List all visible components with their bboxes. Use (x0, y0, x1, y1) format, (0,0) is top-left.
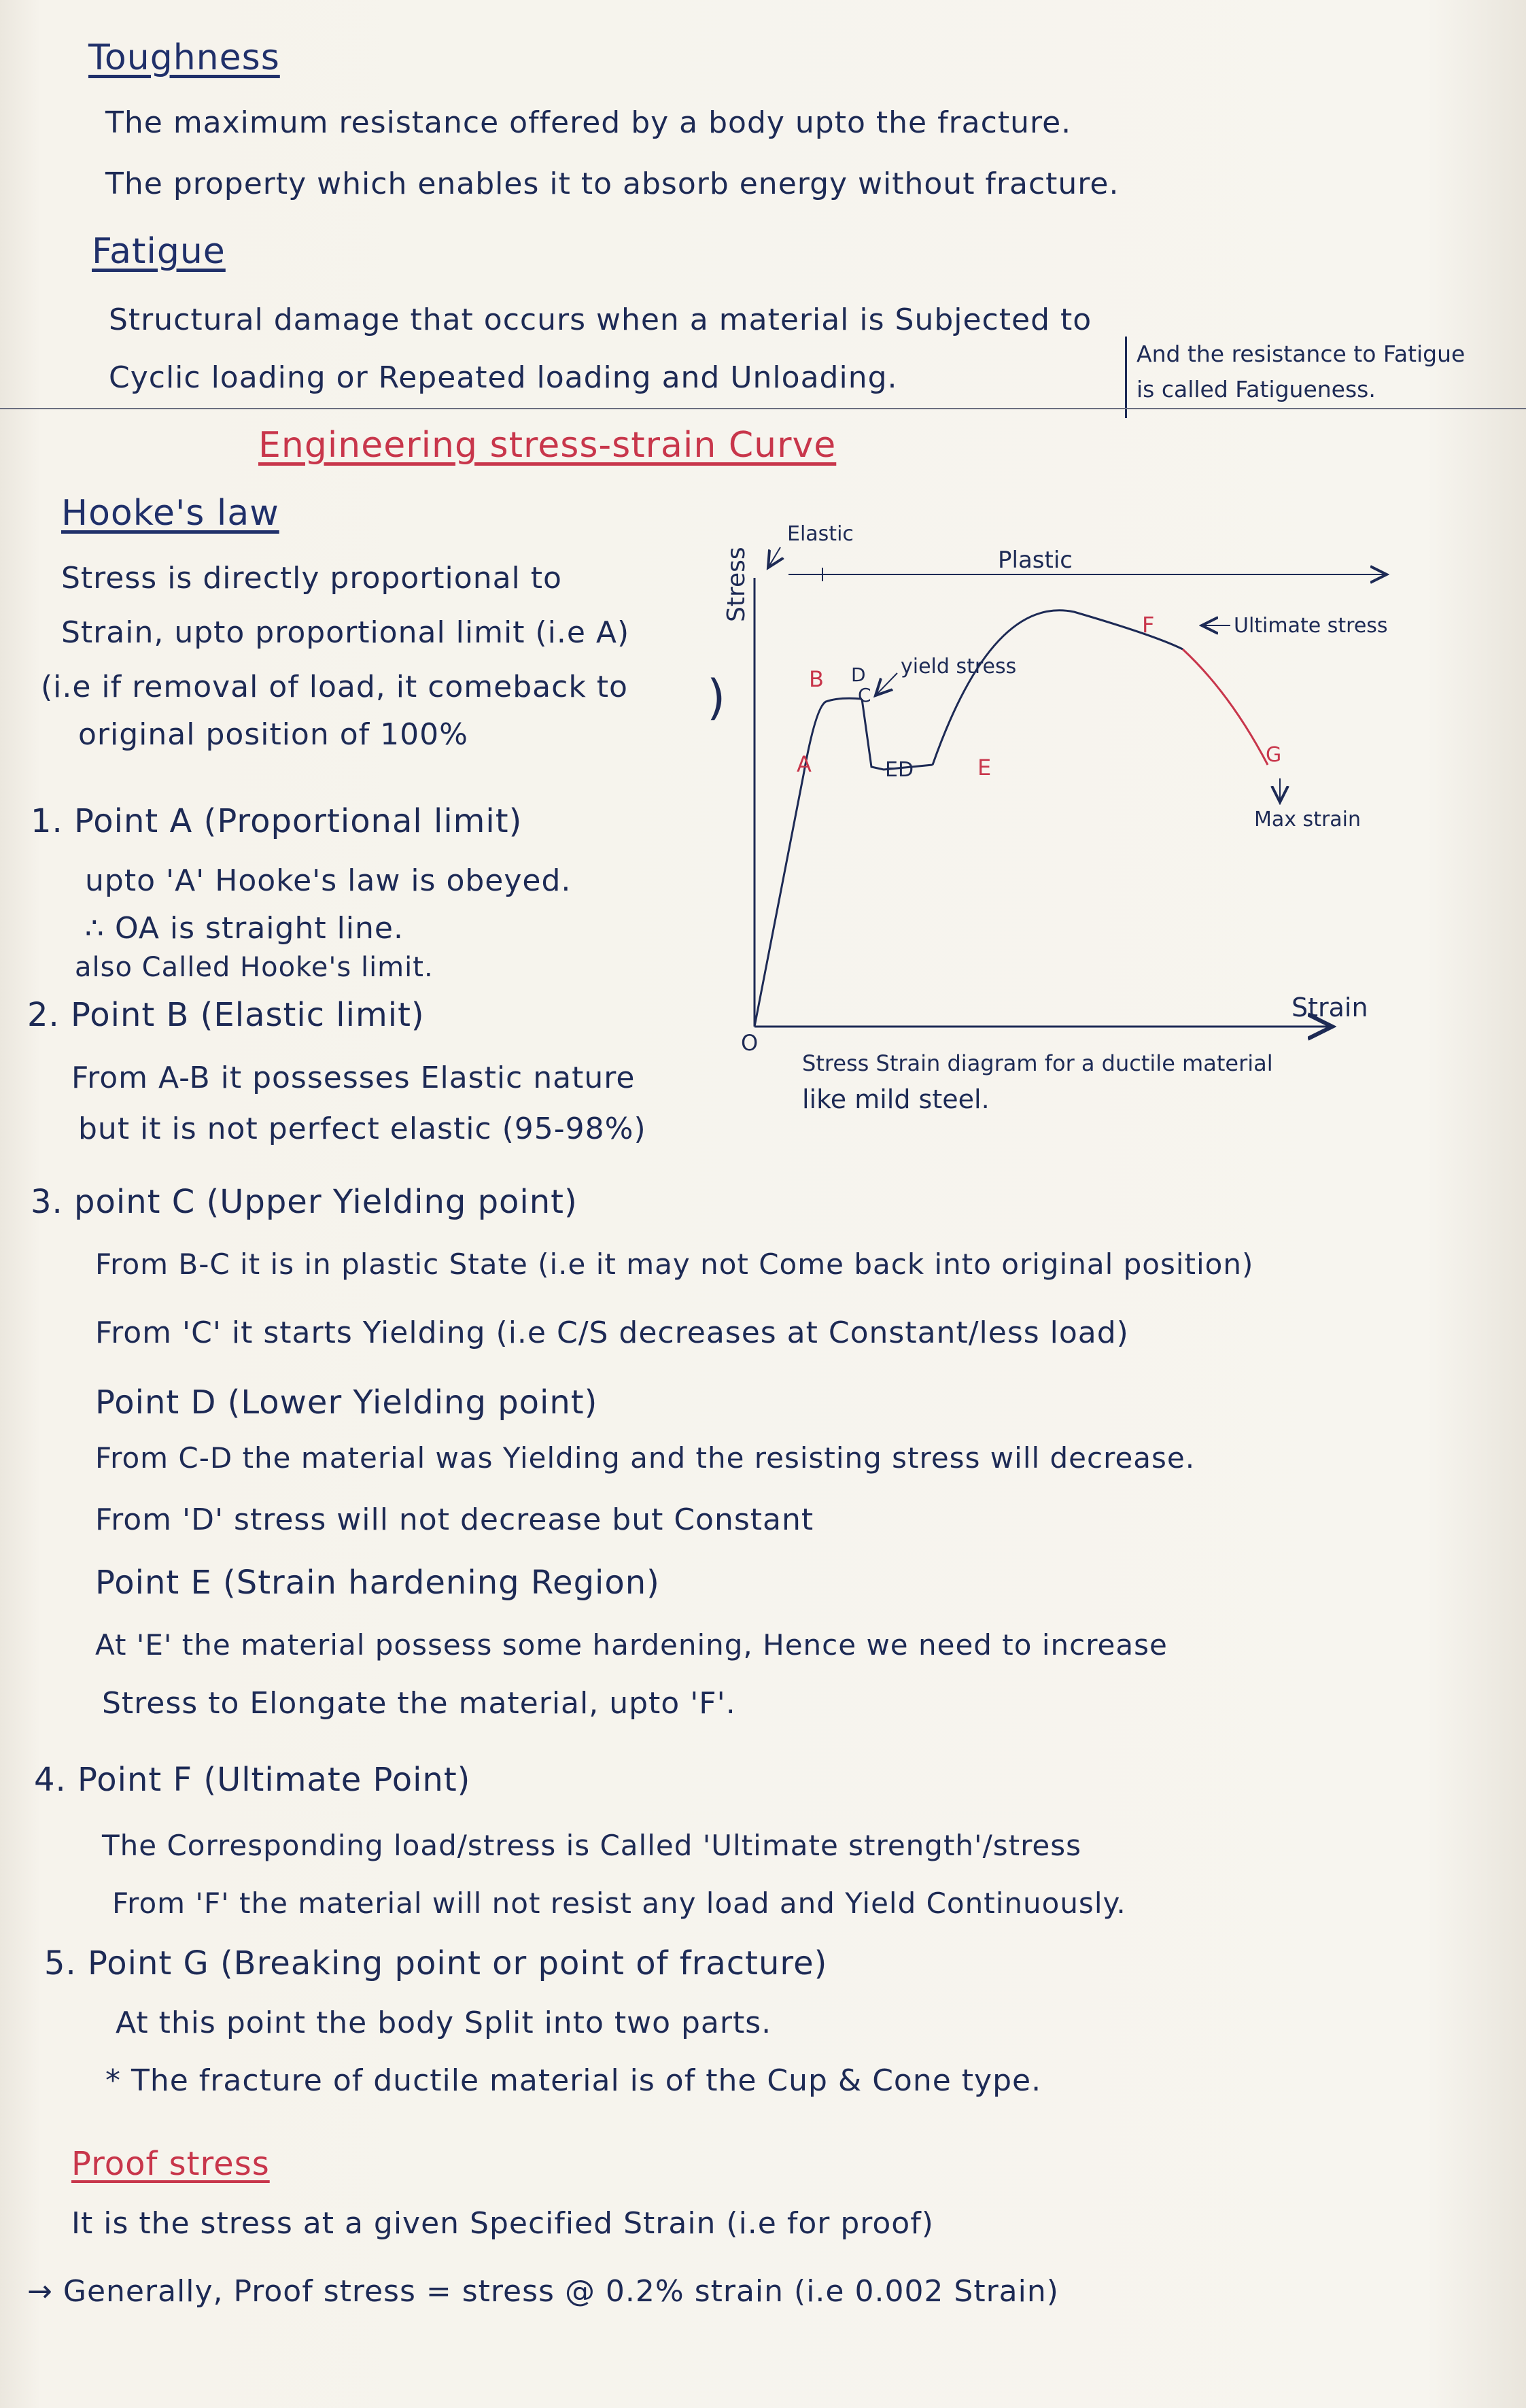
point-f-line-1: The Corresponding load/stress is Called 'Ultimate strength'/stress (102, 1829, 1082, 1862)
point-f-label: F (1142, 612, 1155, 638)
point-b-line-1: From A-B it possesses Elastic nature (71, 1061, 636, 1095)
origin-label: O (741, 1030, 759, 1056)
point-c-title: 3. point C (Upper Yielding point) (31, 1183, 578, 1221)
point-g-line-2: * The fracture of ductile material is of the Cup & Cone type. (105, 2063, 1042, 2098)
point-e-line-2: Stress to Elongate the material, upto 'F'. (102, 1686, 736, 1721)
point-a-title: 1. Point A (Proportional limit) (31, 802, 523, 840)
proof-stress-line-1: It is the stress at a given Specified Strain (i.e for proof) (71, 2206, 934, 2241)
fatigue-line-1: Structural damage that occurs when a material is Subjected to (109, 303, 1092, 337)
x-axis-label: Strain (1291, 993, 1368, 1022)
point-a-line-2: ∴ OA is straight line. (85, 911, 404, 946)
point-b-line-2: but it is not perfect elastic (95-98%) (78, 1112, 646, 1146)
point-e-label: E (977, 755, 992, 780)
stress-strain-svg (707, 503, 1516, 1183)
point-g-title: 5. Point G (Breaking point or point of fracture) (44, 1944, 828, 1982)
point-g-line-1: At this point the body Split into two parts. (116, 2006, 772, 2040)
point-f-title: 4. Point F (Ultimate Point) (34, 1761, 471, 1799)
point-d-title: Point D (Lower Yielding point) (95, 1383, 598, 1422)
diagram-caption-line-2: like mild steel. (802, 1084, 990, 1114)
proof-stress-line-2: → Generally, Proof stress = stress @ 0.2% strain (i.e 0.002 Strain) (27, 2274, 1059, 2309)
point-e-line-1: At 'E' the material possess some hardening, Hence we need to increase (95, 1628, 1168, 1662)
closing-parenthesis: ) (707, 670, 726, 725)
stress-strain-diagram (707, 503, 1516, 1183)
point-d-line-2: From 'D' stress will not decrease but Constant (95, 1502, 814, 1537)
point-f-line-2: From 'F' the material will not resist any load and Yield Continuously. (112, 1887, 1126, 1920)
point-c-line-1: From B-C it is in plastic State (i.e it may not Come back into original position) (95, 1248, 1254, 1281)
point-ed-label: ED (885, 758, 914, 782)
point-b-label: B (809, 666, 824, 692)
point-d-label: D (851, 664, 866, 686)
elastic-curve (755, 698, 862, 1027)
fatigue-title: Fatigue (92, 231, 226, 272)
toughness-line-1: The maximum resistance offered by a body upto the fracture. (105, 105, 1072, 140)
fatigue-note (1125, 337, 1506, 418)
point-c-line-2: From 'C' it starts Yielding (i.e C/S decreases at Constant/less load) (95, 1315, 1129, 1350)
fatigue-note-line-1: And the resistance to Fatigue (1137, 341, 1466, 367)
elastic-label: Elastic (787, 522, 854, 546)
hookes-law-line-3: (i.e if removal of load, it comeback to (41, 670, 628, 704)
point-g-label: G (1266, 743, 1282, 767)
hookes-law-line-1: Stress is directly proportional to (61, 561, 562, 596)
hookes-law-title: Hooke's law (61, 493, 279, 534)
plastic-label: Plastic (998, 547, 1073, 574)
yield-stress-arrow (875, 673, 897, 695)
point-a-line-1: upto 'A' Hooke's law is obeyed. (85, 863, 572, 898)
elastic-pointer (768, 547, 780, 568)
fatigue-note-line-2: is called Fatigueness. (1137, 376, 1376, 402)
yield-stress-label: yield stress (901, 655, 1017, 678)
fatigue-line-2: Cyclic loading or Repeated loading and Unloading. (109, 360, 898, 395)
point-a-line-3: also Called Hooke's limit. (75, 952, 434, 983)
point-e-title: Point E (Strain hardening Region) (95, 1564, 660, 1602)
hookes-law-line-4: original position of 100% (78, 717, 468, 752)
max-strain-label: Max strain (1254, 808, 1362, 831)
point-c-label: C (858, 684, 871, 706)
toughness-line-2: The property which enables it to absorb energy without fracture. (105, 167, 1120, 201)
ultimate-stress-label: Ultimate stress (1234, 614, 1388, 638)
necking-curve (1183, 649, 1268, 765)
section-title: Engineering stress-strain Curve (258, 425, 837, 466)
point-b-title: 2. Point B (Elastic limit) (27, 996, 425, 1034)
hookes-law-line-2: Strain, upto proportional limit (i.e A) (61, 615, 630, 650)
diagram-caption-line-1: Stress Strain diagram for a ductile material (802, 1050, 1273, 1076)
point-a-label: A (797, 751, 812, 777)
proof-stress-title: Proof stress (71, 2145, 270, 2183)
section-divider (0, 408, 1526, 409)
toughness-title: Toughness (88, 37, 280, 78)
point-d-line-1: From C-D the material was Yielding and the resisting stress will decrease. (95, 1441, 1196, 1475)
y-axis-label: Stress (723, 547, 750, 622)
